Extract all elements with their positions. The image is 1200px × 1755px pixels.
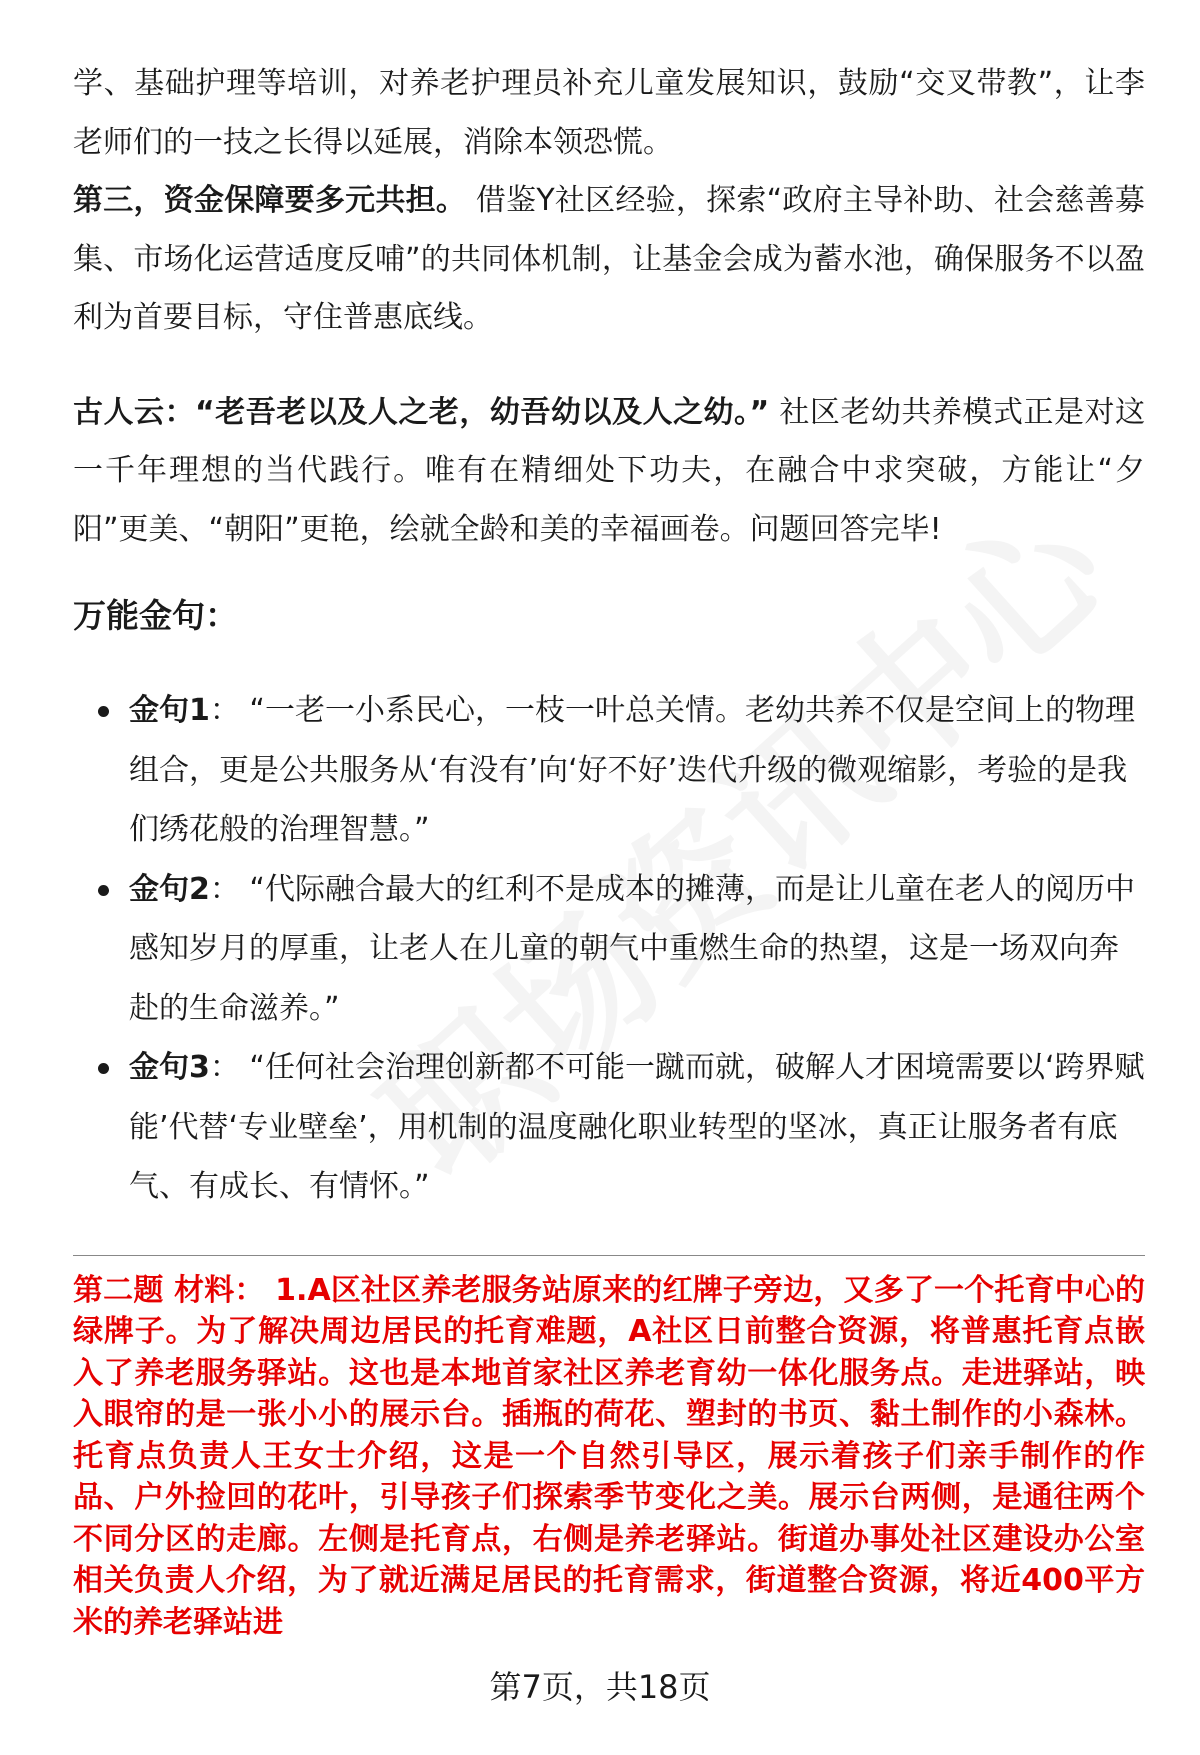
quote-text: “任何社会治理创新都不可能一蹴而就，破解人才困境需要以‘跨界赋能’代替‘专业壁垒’，用机制的温度融化职业转型的坚冰，真正让服务者有底气、有成长、有情怀。”	[129, 1050, 1145, 1204]
quote-separator: ：	[209, 871, 240, 907]
paragraph-conclusion	[73, 384, 1145, 560]
quote-label: 金句2	[129, 871, 210, 907]
quote-separator: ：	[209, 693, 240, 728]
bullet-icon	[98, 1063, 109, 1074]
paragraph-conclusion-text: 社区老幼共养模式正是对这一千年理想的当代践行。唯有在精细处下功夫，在融合中求突破，方能让“夕阳”更美、“朝阳”更艳，绘就全龄和美的幸福画卷。问题回答完毕!	[73, 394, 1146, 547]
bullet-icon	[98, 885, 109, 896]
paragraph-funding-text: 借鉴Y社区经验，探索“政府主导补助、社会慈善募集、市场化运营适度反哺”的共同体机制，让基金会成为蓄水池，确保服务不以盈利为首要目标，守住普惠底线。	[73, 183, 1145, 335]
paragraph-funding-lead: 第三，资金保障要多元共担。	[73, 183, 467, 218]
quote-text: “一老一小系民心，一枝一叶总关情。老幼共养不仅是空间上的物理组合，更是公共服务从‘有没有’向‘好不好’迭代升级的微观缩影，考验的是我们绣花般的治理智慧。”	[129, 693, 1135, 847]
list-item	[129, 860, 1145, 1039]
spacer	[73, 348, 1145, 384]
quote-separator: ：	[209, 1050, 240, 1085]
quote-list	[73, 681, 1145, 1217]
section-divider	[73, 1255, 1145, 1256]
list-item	[129, 681, 1145, 860]
bullet-icon	[98, 706, 109, 717]
paragraph-funding	[73, 172, 1145, 348]
question-material: 第二题 材料： 1.A区社区养老服务站原来的红牌子旁边，又多了一个托育中心的绿牌子。为了解决周边居民的托育难题，A社区日前整合资源，将普惠托育点嵌入了养老服务驿站。这也是本地首家社区养老育幼一体化服务点。走进驿站，映入眼帘的是一张小小的展示台。插瓶的荷花、塑封的书页、黏土制作的小森林。托育点负责人王女士介绍，这是一个自然引导区，展示着孩子们亲手制作的作品、户外捡回的花叶，引导孩子们探索季节变化之美。展示台两侧，是通往两个不同分区的走廊。左侧是托育点，右侧是养老驿站。街道办事处社区建设办公室相关负责人介绍，为了就近满足居民的托育需求，街道整合资源，将近400平方米的养老驿站进	[73, 1272, 1145, 1640]
quote-text: “代际融合最大的红利不是成本的摊薄，而是让儿童在老人的阅历中感知岁月的厚重，让老人在儿童的朝气中重燃生命的热望，这是一场双向奔赴的生命滋养。”	[129, 871, 1135, 1026]
page-number: 第7页，共18页	[489, 1668, 711, 1706]
quote-label: 金句1	[129, 693, 210, 728]
paragraph-training: 学、基础护理等培训，对养老护理员补充儿童发展知识，鼓励“交叉带教”，让李老师们的一技之长得以延展，消除本领恐慌。	[73, 66, 1145, 160]
page-content	[73, 55, 1145, 1643]
paragraph-conclusion-lead: 古人云：“老吾老以及人之老，幼吾幼以及人之幼。”	[73, 394, 770, 430]
quote-label: 金句3	[129, 1050, 210, 1085]
section-heading: 万能金句：	[73, 596, 238, 635]
list-item	[129, 1038, 1145, 1217]
